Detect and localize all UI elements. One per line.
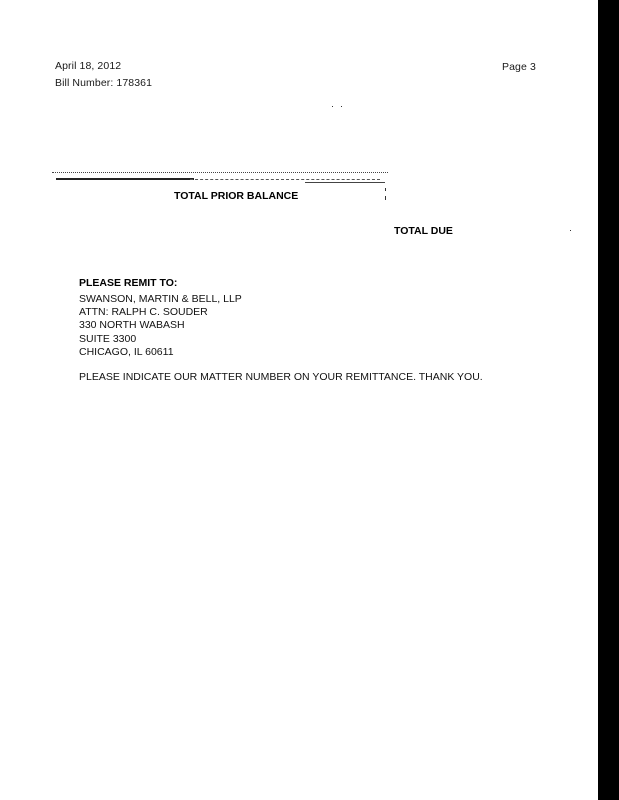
scan-speck xyxy=(385,196,386,200)
total-due-label: TOTAL DUE xyxy=(394,225,453,237)
separator-thick-rule xyxy=(56,178,194,180)
separator-dotted-rule xyxy=(52,172,388,173)
scan-speck xyxy=(332,106,333,107)
remittance-note: PLEASE INDICATE OUR MATTER NUMBER ON YOUR REMITTANCE. THANK YOU. xyxy=(79,371,483,383)
scan-speck xyxy=(570,230,571,231)
scan-speck xyxy=(341,106,342,107)
separator-dashed-rule xyxy=(190,179,380,180)
page-number: Page 3 xyxy=(502,61,536,73)
bill-number: Bill Number: 178361 xyxy=(55,77,153,89)
scan-edge-bar xyxy=(598,0,619,800)
remit-address-line: SWANSON, MARTIN & BELL, LLP xyxy=(79,293,242,305)
remit-address-line: CHICAGO, IL 60611 xyxy=(79,345,174,358)
scan-speck xyxy=(385,188,386,191)
bill-date: April 18, 2012 xyxy=(55,60,122,72)
separator-short-rule xyxy=(305,182,385,183)
remit-address-line: ATTN: RALPH C. SOUDER xyxy=(79,306,208,319)
remit-address xyxy=(79,293,242,359)
remit-address-line: SUITE 3300 xyxy=(79,332,137,345)
remit-heading: PLEASE REMIT TO: xyxy=(79,277,178,289)
total-prior-balance-label: TOTAL PRIOR BALANCE xyxy=(174,190,299,202)
remit-address-line: 330 NORTH WABASH xyxy=(79,319,185,332)
